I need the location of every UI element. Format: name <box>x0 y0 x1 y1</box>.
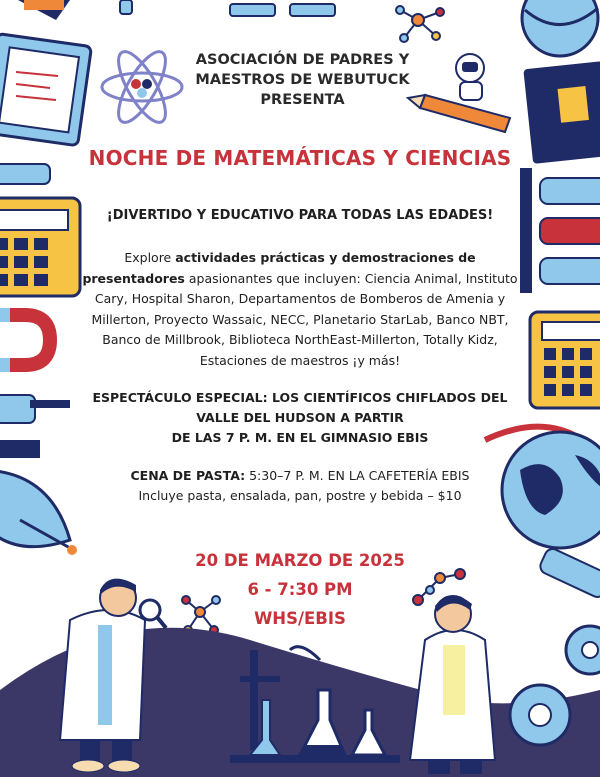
dinner-time: 5:30–7 P. M. EN LA CAFETERÍA EBIS <box>245 468 470 483</box>
dinner-details: Incluye pasta, ensalada, pan, postre y bebida – $10 <box>138 488 462 503</box>
laptop-icon <box>0 34 92 146</box>
organizer-line-1: ASOCIACIÓN DE PADRES Y <box>195 52 410 68</box>
special-line-3: DE LAS 7 P. M. EN EL GIMNASIO EBIS <box>171 430 429 445</box>
description-rest: apasionantes que incluyen: Ciencia Animal, Instituto Cary, Hospital Sharon, Departamentos de Bomberos de Amenia y Millerton, Proyecto Wassaic, NECC, Planetario StarLab, Banco NBT, Banco de Millbrook, Biblioteca NorthEast-Millerton, Totally Kidz, Estaciones de maestros ¡y más! <box>91 270 518 368</box>
event-location: WHS/EBIS <box>254 609 346 628</box>
organizer-line-2: MAESTROS DE WEBUTUCK <box>195 72 410 88</box>
description-intro: Explore <box>124 250 176 265</box>
satellite-dish-icon <box>0 470 77 555</box>
planet-icon <box>522 0 598 56</box>
dinner-label: CENA DE PASTA: <box>130 468 246 483</box>
flask-icon <box>538 546 600 599</box>
molecule-icon <box>396 6 444 42</box>
atom-logo-icon <box>102 45 182 128</box>
organizer-line-3: PRESENTA <box>260 92 345 108</box>
dinner-line-1 <box>80 466 520 486</box>
tagline: ¡DIVERTIDO Y EDUCATIVO PARA TODAS LAS EDADES! <box>106 208 494 223</box>
calculator-right-icon <box>530 312 600 408</box>
dinner-block <box>80 466 520 506</box>
description-highlight: actividades prácticas y demostraciones de presentadores <box>82 250 476 286</box>
event-time: 6 - 7:30 PM <box>247 580 353 599</box>
event-title: NOCHE DE MATEMÁTICAS Y CIENCIAS <box>88 146 512 170</box>
organizer-block <box>175 50 430 110</box>
event-info-block <box>150 546 450 633</box>
special-show-block <box>80 388 520 448</box>
description-paragraph <box>80 248 520 371</box>
orange-block-icon <box>18 0 70 20</box>
special-line-1: ESPECTÁCULO ESPECIAL: LOS CIENTÍFICOS CHIFLADOS DEL <box>92 390 508 405</box>
microscope-icon <box>0 395 70 458</box>
test-tube-top-icon <box>120 0 335 16</box>
magnet-icon <box>0 315 50 365</box>
test-tube-rack-icon <box>520 168 600 293</box>
special-line-2: VALLE DEL HUDSON A PARTIR <box>196 410 404 425</box>
event-date: 20 DE MARZO DE 2025 <box>195 551 405 570</box>
